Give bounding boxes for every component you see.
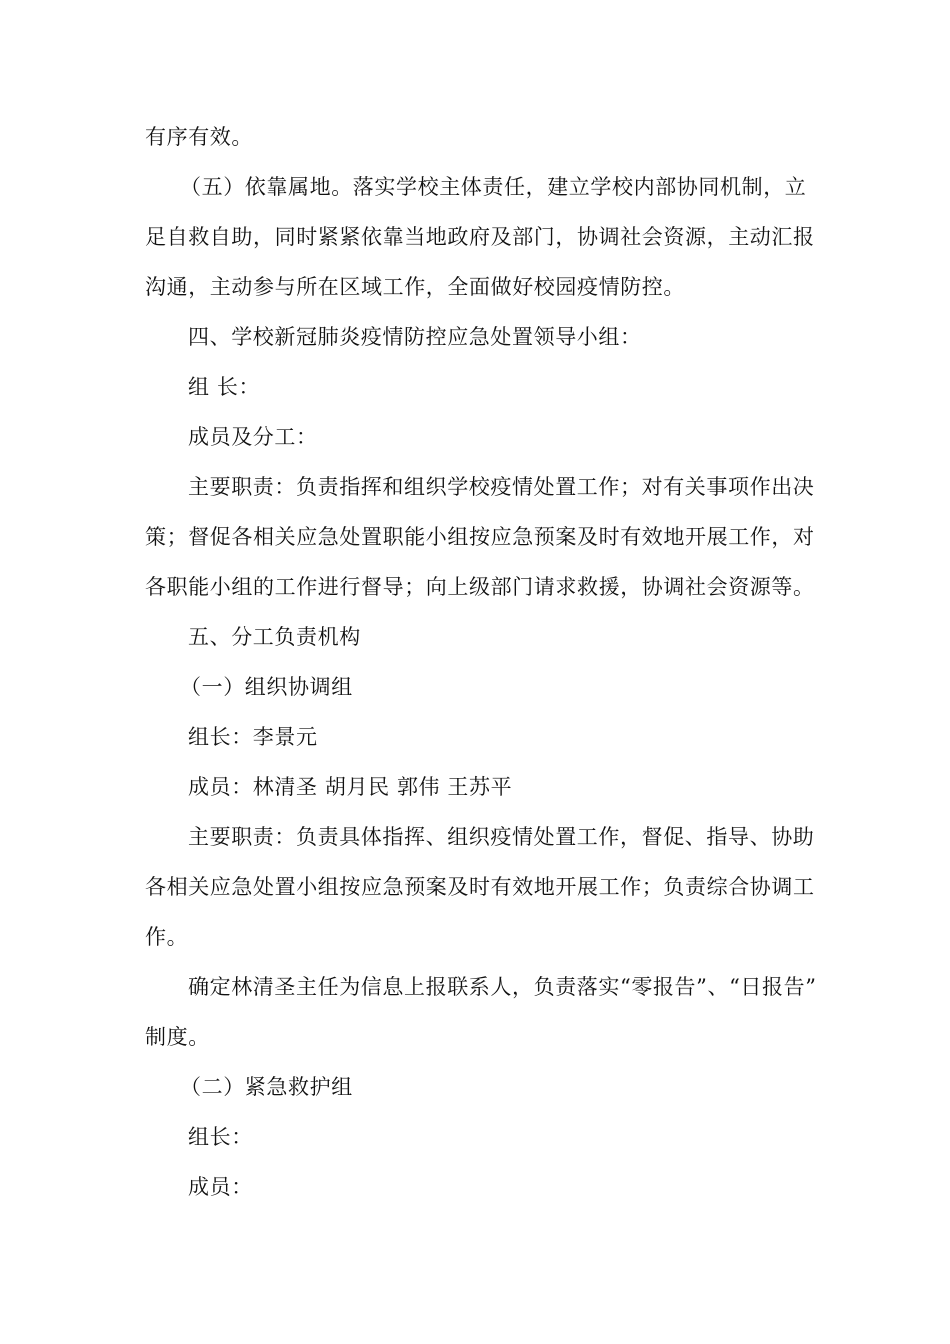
paragraph-line: 作。 — [145, 925, 189, 949]
paragraph-line: 成员及分工： — [188, 425, 318, 449]
paragraph-line: 有序有效。 — [145, 125, 253, 149]
paragraph-line: 主要职责：负责具体指挥、组织疫情处置工作，督促、指导、协助 — [188, 825, 815, 849]
subsection-heading: （二）紧急救护组 — [180, 1075, 353, 1099]
paragraph-line: 成员： — [188, 1175, 253, 1199]
paragraph-line: 成员：林清圣 胡月民 郭伟 王苏平 — [188, 775, 513, 799]
paragraph-line: 组 长： — [188, 375, 261, 399]
paragraph-line: 策；督促各相关应急处置职能小组按应急预案及时有效地开展工作，对 — [145, 525, 815, 549]
paragraph-line: 各职能小组的工作进行督导；向上级部门请求救援，协调社会资源等。 — [145, 575, 815, 599]
section-heading: 五、分工负责机构 — [188, 625, 361, 649]
paragraph-line: 主要职责：负责指挥和组织学校疫情处置工作；对有关事项作出决 — [188, 475, 815, 499]
paragraph-line: 组长： — [188, 1125, 253, 1149]
section-heading: 四、学校新冠肺炎疫情防控应急处置领导小组： — [188, 325, 642, 349]
paragraph-line: 制度。 — [145, 1025, 210, 1049]
paragraph-line: 沟通，主动参与所在区域工作，全面做好校园疫情防控。 — [145, 275, 685, 299]
paragraph-line: 组长：李景元 — [188, 725, 318, 749]
paragraph-line: 足自救自助，同时紧紧依靠当地政府及部门，协调社会资源，主动汇报 — [145, 225, 815, 249]
subsection-heading: （一）组织协调组 — [180, 675, 353, 699]
paragraph-line: 各相关应急处置小组按应急预案及时有效地开展工作；负责综合协调工 — [145, 875, 815, 899]
paragraph-line: （五）依靠属地。落实学校主体责任，建立学校内部协同机制，立 — [180, 175, 807, 199]
paragraph-line: 确定林清圣主任为信息上报联系人，负责落实“零报告”、“日报告” — [188, 975, 817, 999]
